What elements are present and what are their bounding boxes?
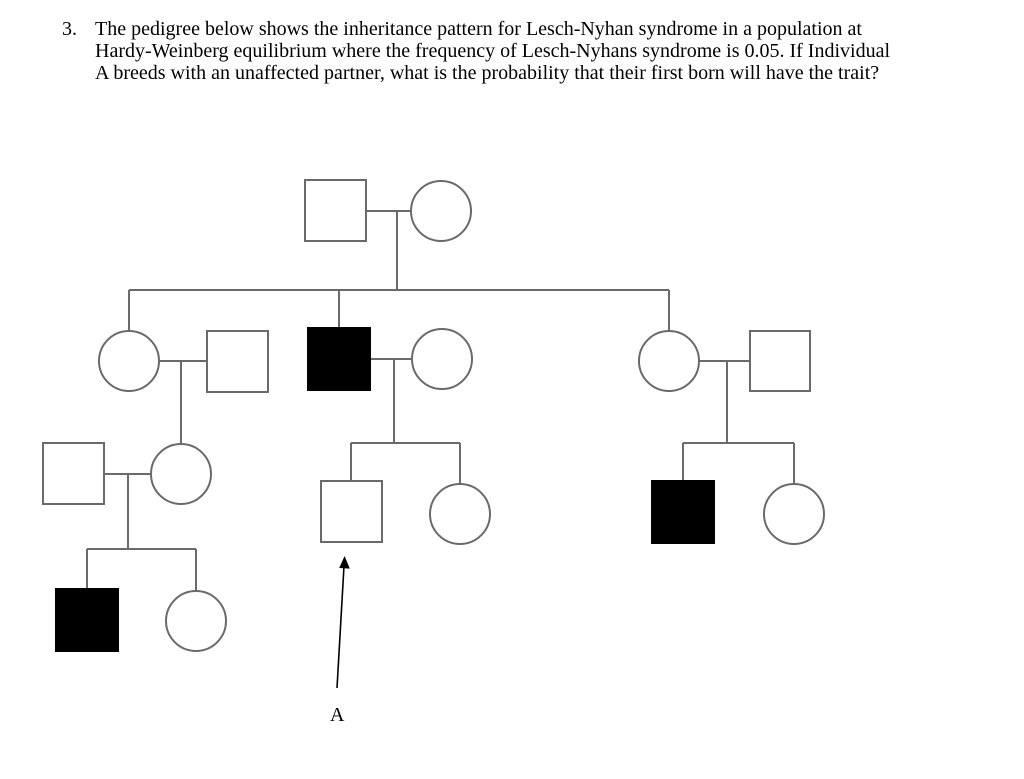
male-ii2	[207, 331, 268, 392]
female-iv2	[166, 591, 226, 651]
female-iii2	[151, 444, 211, 504]
question-line-2: Hardy-Weinberg equilibrium where the frequency of Lesch-Nyhans syndrome is 0.05. If Individual	[95, 40, 891, 62]
male-iv1-affected	[56, 589, 118, 651]
female-i2	[411, 181, 471, 241]
question-line-1: The pedigree below shows the inheritance pattern for Lesch-Nyhan syndrome in a population at	[95, 18, 862, 40]
male-iii1	[43, 443, 104, 504]
question-number: 3.	[62, 18, 77, 40]
individual-a-label: A	[330, 704, 345, 726]
female-ii5	[639, 331, 699, 391]
female-iii6	[764, 484, 824, 544]
female-ii4	[412, 329, 472, 389]
female-ii1	[99, 331, 159, 391]
male-iii5-affected	[652, 481, 714, 543]
male-i1	[305, 180, 366, 241]
arrow-to-individual-a	[337, 566, 344, 688]
male-ii3-affected	[308, 328, 370, 390]
male-ii6	[750, 331, 810, 391]
male-iii3-individual-a	[321, 481, 382, 542]
question-line-3: A breeds with an unaffected partner, what is the probability that their first born will have the trait?	[95, 62, 880, 84]
female-iii4	[430, 484, 490, 544]
arrowhead-icon	[339, 556, 350, 569]
